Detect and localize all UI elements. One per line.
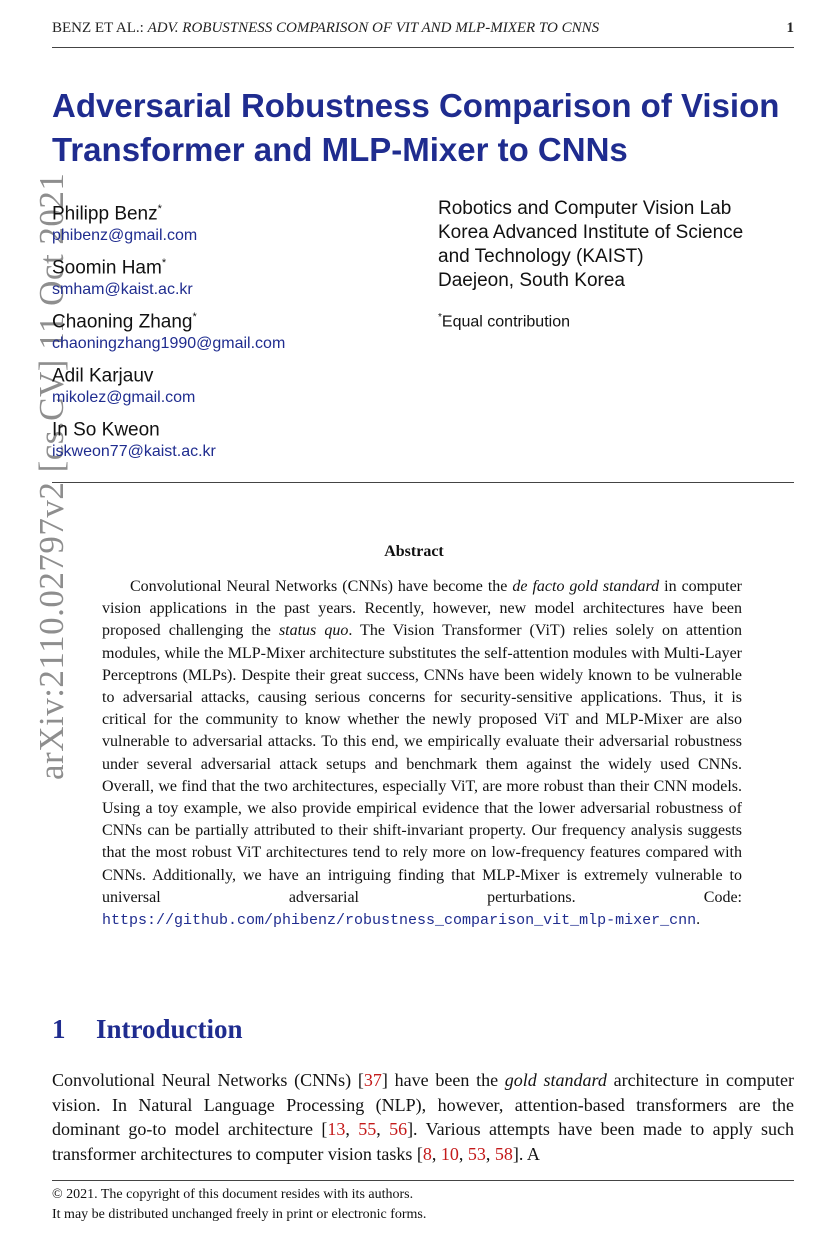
citation-separator: , bbox=[431, 1143, 441, 1164]
citation-separator: , bbox=[485, 1143, 495, 1164]
citation-separator: , bbox=[376, 1119, 390, 1139]
citation-link[interactable]: 8 bbox=[422, 1143, 432, 1164]
equal-contribution-note bbox=[438, 312, 570, 331]
citation-link[interactable]: 37 bbox=[363, 1070, 382, 1090]
affiliation-line: and Technology (KAIST) bbox=[438, 246, 644, 267]
abstract-text: . The Vision Transformer (ViT) relies solely on attention modules, while the MLP-Mixer architecture substitutes the self-attention modules with Multi-Layer Perceptrons (MLPs). Despite their great success, CNNs have been widely known to be vulnerable to adversarial attacks, causing serious concerns for security-sensitive applications. Thus, it is critical for the community to know whether the newly proposed ViT and MLP-Mixer are also vulnerable to adversarial attacks. To this end, we empirically evaluate their adversarial robustness under several adversarial attack setups and benchmark them against the widely used CNNs. Overall, we find that the two architectures, especially ViT, are more robust than their CNN models. Using a toy example, we also provide empirical evidence that the lower adversarial robustness of CNNs can be partially attributed to their shift-invariant property. Our frequency analysis suggests that the most robust ViT architectures tend to rely more on low-frequency features compared with CNNs. Additionally, we have an intriguing finding that MLP-Mixer is extremely vulnerable to universal adversarial perturbations. Code: bbox=[102, 622, 742, 906]
intro-text: Convolutional Neural Networks (CNNs) [ bbox=[52, 1070, 364, 1090]
affiliation bbox=[438, 197, 798, 293]
author-entry bbox=[52, 360, 412, 414]
intro-paragraph bbox=[52, 1068, 794, 1166]
header-rule bbox=[52, 47, 794, 48]
author-email[interactable]: chaoningzhang1990@gmail.com bbox=[52, 335, 286, 353]
affiliation-line: Robotics and Computer Vision Lab bbox=[438, 198, 732, 219]
citation-link[interactable]: 10 bbox=[440, 1143, 459, 1164]
arxiv-stamp: arXiv:2110.02797v2 [cs.CV] 11 Oct 2021 bbox=[32, 172, 71, 780]
equal-note-text: Equal contribution bbox=[441, 313, 570, 331]
equal-mark: * bbox=[161, 257, 167, 269]
author-entry bbox=[52, 198, 412, 252]
footer-rule bbox=[52, 1180, 794, 1181]
intro-emphasis: gold standard bbox=[504, 1070, 607, 1090]
author-name: Philipp Benz bbox=[52, 203, 158, 225]
equal-note-mark: * bbox=[438, 312, 442, 323]
author-email[interactable]: phibenz@gmail.com bbox=[52, 227, 198, 245]
citation-link[interactable]: 53 bbox=[467, 1143, 486, 1164]
running-head bbox=[52, 20, 794, 37]
section-heading bbox=[52, 1014, 243, 1045]
citation-link[interactable]: 13 bbox=[327, 1119, 346, 1139]
author-name: Soomin Ham bbox=[52, 257, 162, 279]
citation-link[interactable]: 58 bbox=[494, 1143, 513, 1164]
author-entry bbox=[52, 306, 412, 360]
author-entry bbox=[52, 252, 412, 306]
intro-text: ]. Various attempts have been made to apply such transformer architectures to computer vision tasks [ bbox=[52, 1119, 794, 1164]
paper-title: Adversarial Robustness Comparison of Vision Transformer and MLP-Mixer to CNNs bbox=[52, 87, 780, 168]
author-entry bbox=[52, 414, 412, 468]
abstract-body bbox=[102, 576, 742, 932]
citation-separator: , bbox=[458, 1143, 468, 1164]
equal-mark: * bbox=[192, 311, 197, 323]
author-list bbox=[52, 198, 412, 468]
running-head-authors: BENZ ET AL.: bbox=[52, 20, 144, 36]
intro-text: ]. A bbox=[512, 1143, 540, 1164]
title-block-rule bbox=[52, 482, 794, 483]
page-number: 1 bbox=[786, 20, 794, 36]
abstract-emphasis: status quo bbox=[278, 622, 349, 640]
abstract-text: in computer vision applications in the past years. Recently, however, new model architectures have been proposed challenging the bbox=[102, 578, 742, 640]
intro-text: ] have been the bbox=[381, 1070, 505, 1090]
section-title: Introduction bbox=[96, 1014, 243, 1044]
author-email[interactable]: iskweon77@kaist.ac.kr bbox=[52, 443, 216, 461]
author-email[interactable]: smham@kaist.ac.kr bbox=[52, 281, 193, 299]
abstract-emphasis: de facto gold standard bbox=[512, 578, 660, 595]
code-link[interactable]: https://github.com/phibenz/robustness_comparison_vit_mlp-mixer_cnn bbox=[102, 912, 697, 930]
abstract-text: . bbox=[696, 911, 701, 929]
citation-link[interactable]: 55 bbox=[358, 1119, 377, 1139]
abstract-text: Convolutional Neural Networks (CNNs) have become the bbox=[130, 578, 513, 595]
citation-separator: , bbox=[345, 1119, 359, 1139]
author-name: Chaoning Zhang bbox=[52, 311, 193, 333]
citation-link[interactable]: 56 bbox=[389, 1119, 408, 1139]
author-email[interactable]: mikolez@gmail.com bbox=[52, 389, 196, 407]
section-number: 1 bbox=[52, 1014, 66, 1044]
author-name: In So Kweon bbox=[52, 419, 160, 441]
copyright-footer bbox=[52, 1185, 794, 1225]
intro-text: architecture in computer vision. In Natural Language Processing (NLP), however, attention-based transformers are the dominant go-to model architecture [ bbox=[52, 1070, 795, 1139]
distribution-line: It may be distributed unchanged freely in print or electronic forms. bbox=[52, 1207, 427, 1222]
equal-mark: * bbox=[157, 203, 162, 215]
copyright-line: © 2021. The copyright of this document resides with its authors. bbox=[52, 1187, 414, 1202]
author-name: Adil Karjauv bbox=[52, 365, 154, 387]
affiliation-line: Korea Advanced Institute of Science bbox=[438, 222, 744, 243]
affiliation-line: Daejeon, South Korea bbox=[438, 270, 625, 291]
abstract-heading: Abstract bbox=[384, 543, 444, 560]
running-head-title: ADV. ROBUSTNESS COMPARISON OF VIT AND MLP-MIXER TO CNNS bbox=[147, 20, 600, 36]
